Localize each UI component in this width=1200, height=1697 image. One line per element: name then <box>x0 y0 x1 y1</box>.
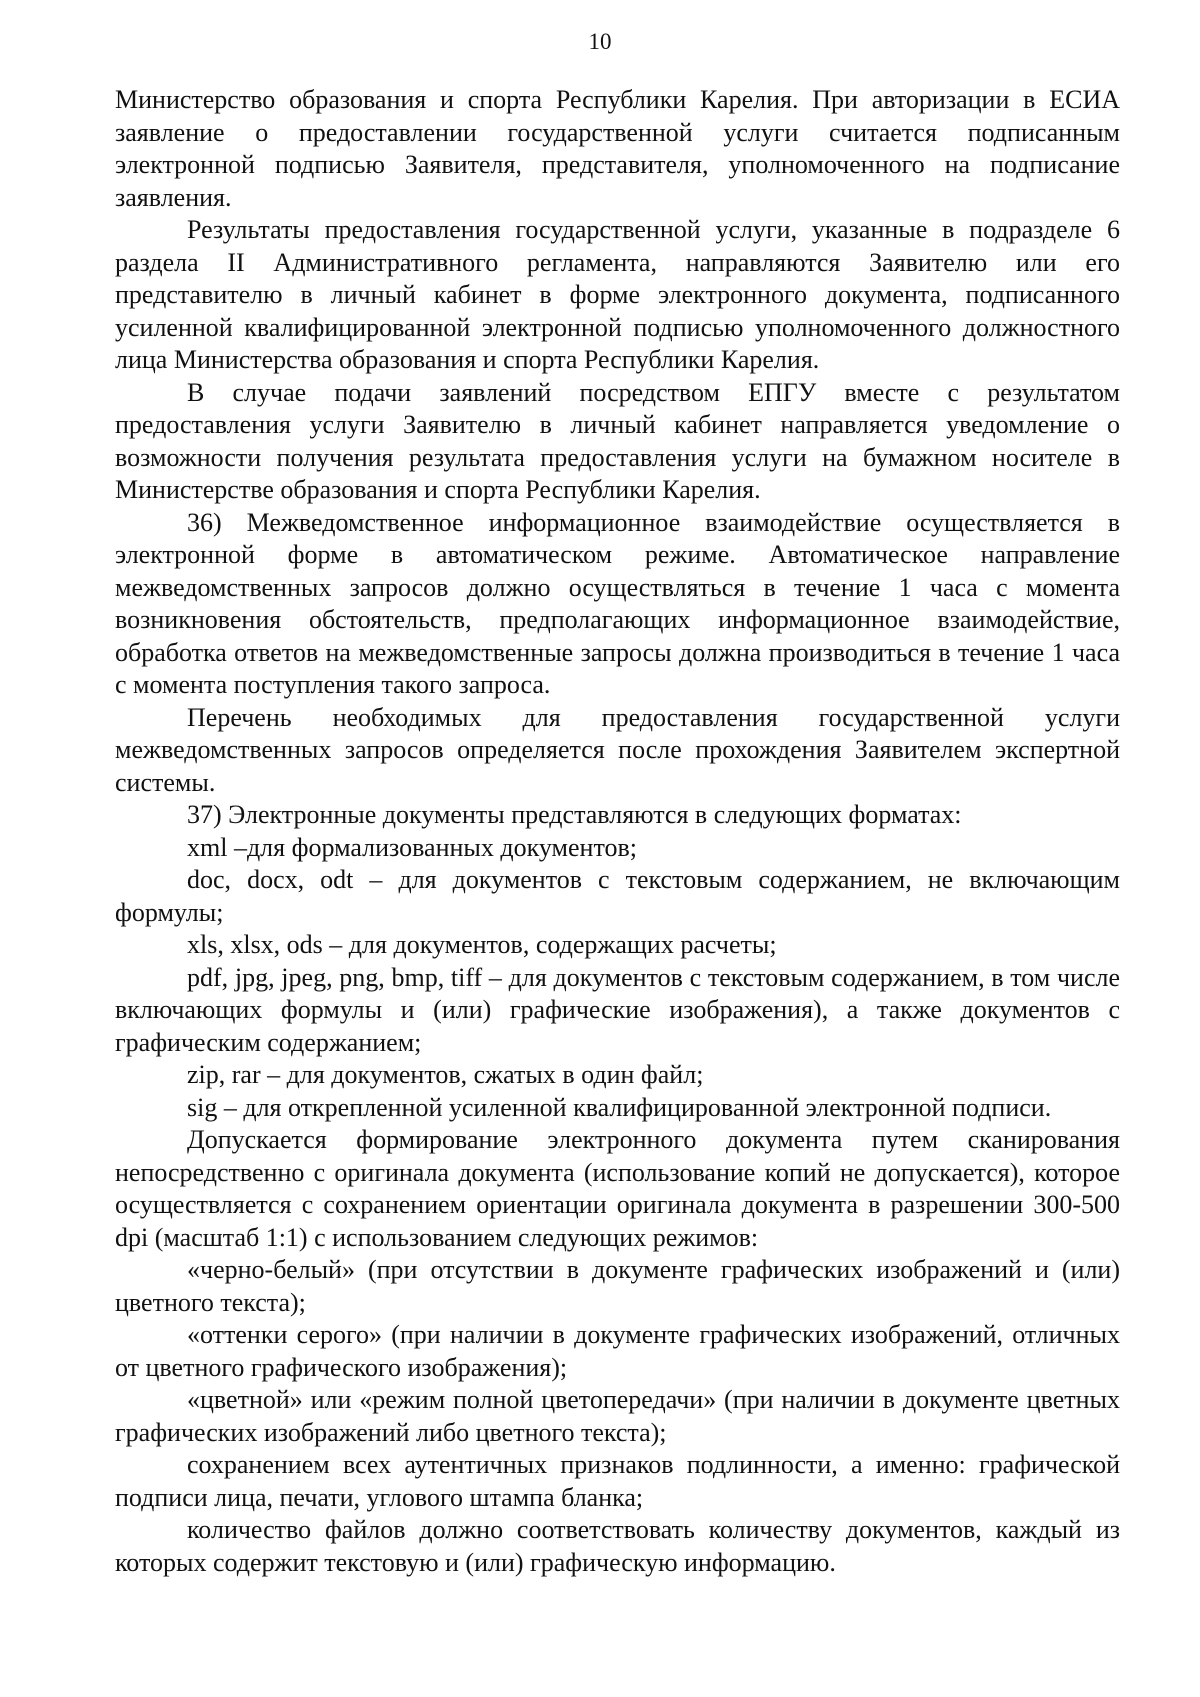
paragraph-4: 36) Межведомственное информационное взаимодействие осуществляется в электронной форме в автоматическом режиме. Автоматическое направление межведомственных запросов должно осуществляться в течение 1 часа с момента возникновения обстоятельств, предполагающих информационное взаимодействие, обработка ответов на межведомственные запросы должна производиться в течение 1 часа с момента поступления такого запроса. <box>115 507 1120 699</box>
page-number: 10 <box>588 29 612 54</box>
paragraph-18: количество файлов должно соответствовать количеству документов, каждый из которых содержит текстовую и (или) графическую информацию. <box>115 1515 1120 1577</box>
paragraph-3: В случае подачи заявлений посредством ЕПГУ вместе с результатом предоставления услуги Заявителю в личный кабинет направляется уведомление о возможности получения результата предоставления услуги на бумажном носителе в Министерстве образования и спорта Республики Карелия. <box>115 377 1120 504</box>
paragraph-17: сохранением всех аутентичных признаков подлинности, а именно: графической подписи лица, печати, углового штампа бланка; <box>115 1450 1120 1512</box>
paragraph-11: zip, rar – для документов, сжатых в один файл; <box>187 1060 704 1089</box>
paragraph-6: 37) Электронные документы представляются в следующих форматах: <box>187 800 962 829</box>
paragraph-5: Перечень необходимых для предоставления государственной услуги межведомственных запросов определяется после прохождения Заявителем экспертной системы. <box>115 702 1120 797</box>
paragraph-14: «черно-белый» (при отсутствии в документе графических изображений и (или) цветного текста); <box>115 1255 1120 1317</box>
paragraph-9: xls, xlsx, ods – для документов, содержащих расчеты; <box>187 930 777 959</box>
paragraph-8: doc, docx, odt – для документов с текстовым содержанием, не включающим формулы; <box>115 865 1120 927</box>
paragraph-2: Результаты предоставления государственной услуги, указанные в подразделе 6 раздела II Административного регламента, направляются Заявителю или его представителю в личный кабинет в форме электронного документа, подписанного усиленной квалифицированной электронной подписью уполномоченного должностного лица Министерства образования и спорта Республики Карелия. <box>115 215 1120 374</box>
paragraph-16: «цветной» или «режим полной цветопередачи» (при наличии в документе цветных графических изображений либо цветного текста); <box>115 1385 1120 1447</box>
paragraph-12: sig – для открепленной усиленной квалифицированной электронной подписи. <box>187 1092 1052 1122</box>
document-body <box>115 84 1120 1579</box>
paragraph-7: xml –для формализованных документов; <box>187 832 637 862</box>
paragraph-1: Министерство образования и спорта Республики Карелия. При авторизации в ЕСИА заявление о предоставлении государственной услуги считается подписанным электронной подписью Заявителя, представителя, уполномоченного на подписание заявления. <box>115 85 1120 212</box>
paragraph-13: Допускается формирование электронного документа путем сканирования непосредственно с оригинала документа (использование копий не допускается), которое осуществляется с сохранением ориентации оригинала документа в разрешении 300-500 dpi (масштаб 1:1) с использованием следующих режимов: <box>115 1125 1120 1252</box>
paragraph-10: pdf, jpg, jpeg, png, bmp, tiff – для документов с текстовым содержанием, в том числе включающих формулы и (или) графические изображения), а также документов с графическим содержанием; <box>115 962 1120 1057</box>
paragraph-15: «оттенки серого» (при наличии в документе графических изображений, отличных от цветного графического изображения); <box>115 1320 1120 1382</box>
